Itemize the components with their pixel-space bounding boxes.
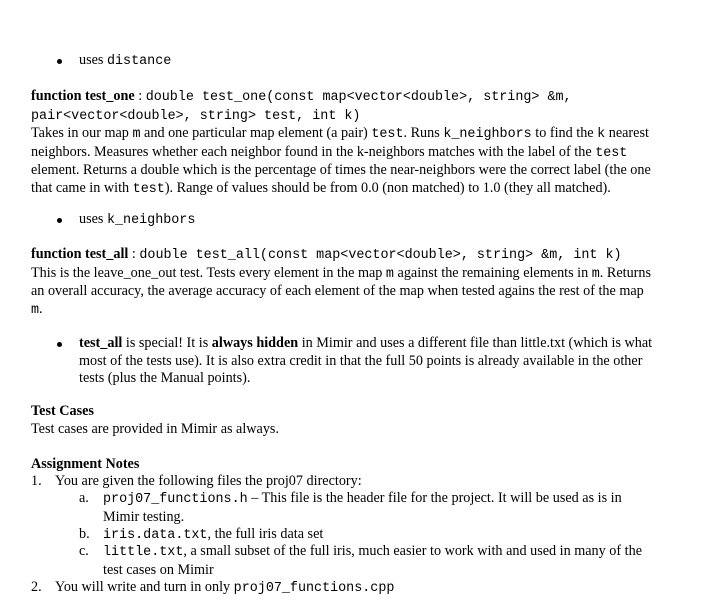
- function-signature: double test_one(const map<vector<double>, string> &m, pair<vector<double>, string> test, int k): [31, 90, 572, 124]
- test-all-signature-line: [31, 246, 657, 265]
- desc-text: . Returns an overall accuracy, the average accuracy of each element of the map when tested agains the rest of the map: [31, 264, 652, 300]
- bullet-test-all-special: [79, 335, 657, 388]
- bullet-text: is special! It is: [122, 335, 212, 351]
- section-heading: Test Cases: [31, 403, 94, 419]
- list-number: 1.: [31, 473, 42, 489]
- list-text: You are given the following files the proj07 directory:: [55, 473, 362, 489]
- desc-text: and one particular map element (a pair): [140, 125, 372, 142]
- sub-item-a: [79, 490, 657, 525]
- bullet-dot: [57, 342, 62, 347]
- desc-text: Takes in our map: [31, 125, 133, 142]
- separator: :: [128, 246, 140, 262]
- list-item-1: [31, 473, 671, 491]
- test-all-description: [31, 265, 657, 320]
- bullet-text: in Mimir and uses a different file than little.txt (which is what most of the tests use). It is also extra credit in that the full 50 points is already available in the other tests (plus the Manual points).: [79, 335, 653, 387]
- sub-desc: – This file is the header file for the project. It will be used as is in Mimir testing.: [103, 490, 622, 525]
- list-text: [55, 579, 394, 598]
- desc-text: . Runs: [403, 125, 444, 142]
- sub-desc: , a small subset of the full iris, much easier to work with and used in many of the test cases on Mimir: [103, 543, 642, 578]
- inline-code: m: [31, 302, 40, 318]
- section-heading: Assignment Notes: [31, 456, 140, 472]
- assignment-notes-section: [31, 456, 657, 474]
- bullet-text: uses: [79, 52, 107, 68]
- inline-code: test: [132, 181, 165, 197]
- sub-text: [103, 490, 657, 526]
- function-signature: double test_all(const map<vector<double>, string> &m, int k): [139, 248, 622, 263]
- function-name: function test_all: [31, 246, 129, 262]
- desc-text: against the remaining elements in: [393, 264, 592, 281]
- sub-item-c: [79, 543, 657, 578]
- desc-text: This is the leave_one_out test. Tests every element in the map: [31, 264, 386, 281]
- inline-code: k: [597, 127, 606, 143]
- bullet-dot: [57, 218, 62, 223]
- desc-text: .: [39, 300, 43, 317]
- test-one-description: [31, 125, 657, 198]
- file-name: little.txt: [103, 545, 184, 560]
- sub-item-b: [79, 526, 657, 544]
- inline-code: test: [371, 127, 404, 143]
- inline-code: m: [591, 266, 600, 282]
- desc-text: to find the: [531, 125, 598, 142]
- sub-letter: a.: [79, 490, 89, 506]
- inline-code: m: [385, 266, 394, 282]
- bold-text: always hidden: [211, 335, 299, 351]
- desc-text: ). Range of values should be from 0.0 (non matched) to 1.0 (they all matched).: [164, 179, 611, 196]
- test-cases-section: [31, 403, 657, 438]
- section-body: Test cases are provided in Mimir as always.: [31, 420, 280, 437]
- list-item-2: [31, 579, 671, 597]
- inline-code: test: [595, 145, 628, 161]
- bullet-uses-distance: [79, 52, 171, 71]
- file-name: proj07_functions.h: [103, 492, 248, 507]
- sub-text: [103, 543, 657, 579]
- bullet-text: uses: [79, 211, 107, 227]
- file-name: iris.data.txt: [103, 528, 208, 543]
- list-number: 2.: [31, 579, 42, 595]
- sub-letter: c.: [79, 543, 89, 559]
- list-text-plain: You will write and turn in only: [55, 579, 234, 595]
- desc-text: nearest neighbors. Measures whether each neighbor found in the k-neighbors matches with the label of the: [31, 125, 649, 160]
- sub-text: [103, 526, 657, 545]
- inline-code: k_neighbors: [443, 127, 532, 143]
- desc-text: element. Returns a double which is the percentage of times the near-neighbors were the correct label (the one that came in with: [31, 162, 651, 196]
- test-all-section: [31, 246, 657, 319]
- inline-code: m: [132, 127, 141, 143]
- sub-letter: b.: [79, 526, 90, 542]
- test-one-section: [31, 88, 657, 199]
- function-name: function test_one: [31, 88, 135, 104]
- file-name: proj07_functions.cpp: [233, 581, 395, 596]
- bullet-code: distance: [106, 54, 172, 69]
- separator: :: [134, 88, 146, 104]
- bold-text: test_all: [79, 335, 123, 351]
- bullet-dot: [57, 59, 62, 64]
- test-one-signature-line: [31, 88, 657, 125]
- sub-desc: , the full iris data set: [207, 526, 324, 542]
- bullet-uses-k-neighbors: [79, 211, 195, 230]
- bullet-code: k_neighbors: [106, 213, 196, 228]
